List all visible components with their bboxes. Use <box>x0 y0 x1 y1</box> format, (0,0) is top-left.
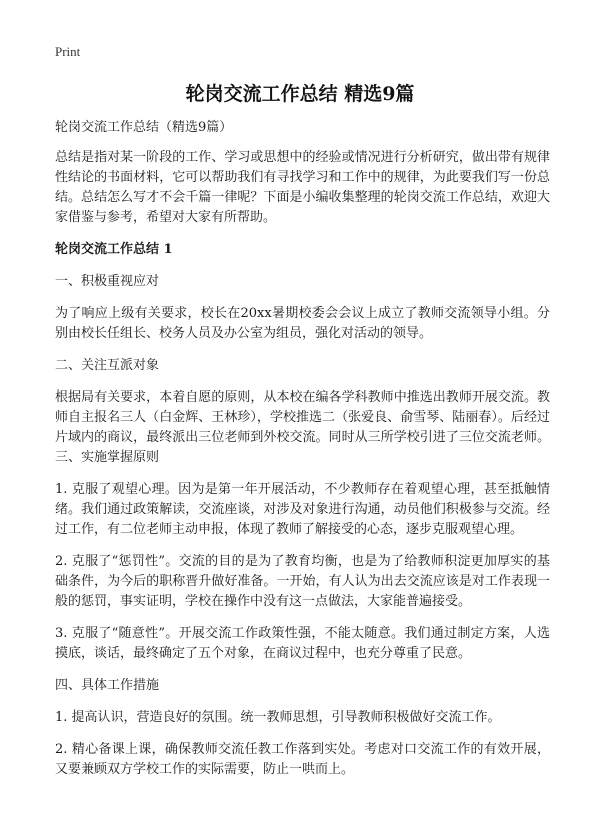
measure-2-paragraph: 2. 精心备课上课，确保教师交流任教工作落到实处。考虑对口交流工作的有效开展，又要兼顾双方学校工作的实际需要，防止一哄而上。 <box>55 742 550 777</box>
document-title: 轮岗交流工作总结 精选9篇 <box>185 83 415 105</box>
part2-title: 二、关注互派对象 <box>55 358 160 373</box>
section-heading: 轮岗交流工作总结 1 <box>55 242 173 257</box>
measure-1-paragraph: 1. 提高认识，营造良好的氛围。统一教师思想，引导教师积极做好交流工作。 <box>55 710 501 725</box>
item-2-paragraph: 2. 克服了“惩罚性”。交流的目的是为了教育均衡，也是为了给教师积淀更加厚实的基础条件，为今后的职称晋升做好准备。一开始，有人认为出去交流应该是对工作表现一般的惩罚，事实证明，学校在操作中没有这一点做法，大家能普遍接受。 <box>55 554 550 609</box>
document-subtitle: 轮岗交流工作总结（精选9篇） <box>55 120 233 135</box>
part1-paragraph: 为了响应上级有关要求，校长在20xx暑期校委会会议上成立了教师交流领导小组。分别由校长任组长、校务人员及办公室为组员，强化对活动的领导。 <box>55 306 550 341</box>
intro-paragraph: 总结是指对某一阶段的工作、学习或思想中的经验或情况进行分析研究，做出带有规律性结论的书面材料，它可以帮助我们有寻找学习和工作中的规律，为此要我们写一份总结。总结怎么写才不会千篇一律呢？下面是小编收集整理的轮岗交流工作总结，欢迎大家借鉴与参考，希望对大家有所帮助。 <box>55 150 550 225</box>
item-3-paragraph: 3. 克服了“随意性”。开展交流工作政策性强，不能太随意。我们通过制定方案，人选摸底，谈话，最终确定了五个对象，在商议过程中，也充分尊重了民意。 <box>55 626 550 661</box>
part2-paragraph: 根据局有关要求，本着自愿的原则，从本校在编各学科教师中推选出教师开展交流。教师自主报名三人（白金辉、王林珍），学校推选二（张爱良、俞雪琴、陆丽春）。后经过片域内的商议，最终派出三位老师到外校交流。同时从三所学校引进了三位交流老师。三、实施掌握原则 <box>55 390 550 465</box>
document-body <box>55 118 550 792</box>
part1-title: 一、积极重视应对 <box>55 274 160 289</box>
item-1-paragraph: 1. 克服了观望心理。因为是第一年开展活动，不少教师存在着观望心理，甚至抵触情绪。我们通过政策解读，交流座谈，对涉及对象进行沟通，动员他们积极参与交流。经过工作，有二位老师主动申报，体现了教师了解接受的心态，逐步克服观望心理。 <box>55 482 550 537</box>
print-label: Print <box>55 44 81 59</box>
part4-title: 四、具体工作措施 <box>55 678 160 693</box>
